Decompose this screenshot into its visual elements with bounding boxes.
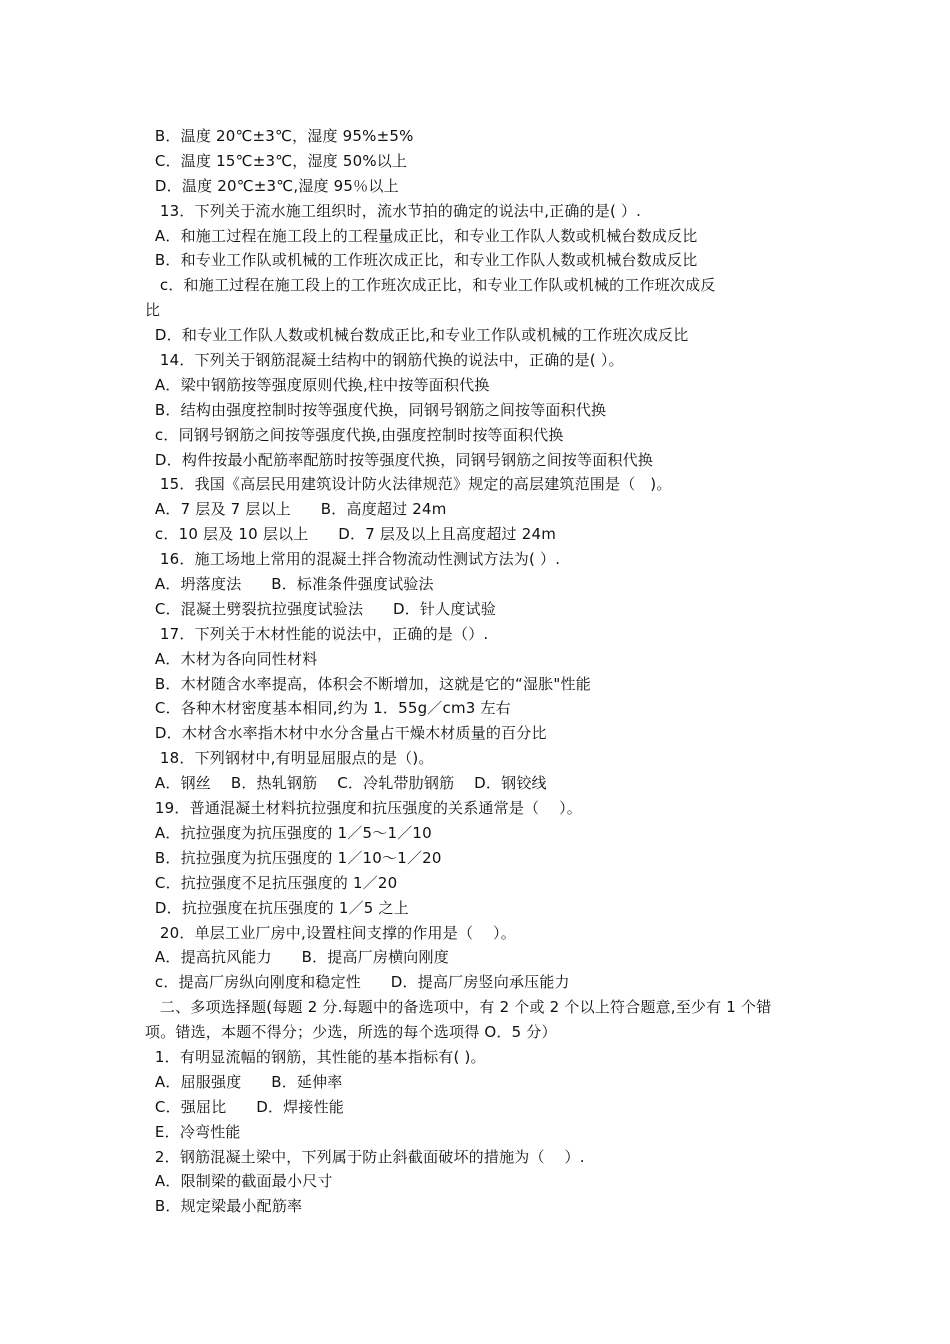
question-18: 18．下列钢材中,有明显屈服点的是（)。 — [145, 749, 434, 768]
text-line: B．抗拉强度为抗压强度的 1／10～1／20 — [145, 848, 442, 867]
text-line: C．强屈比 D．焊接性能 — [145, 1097, 344, 1116]
text-line: A．梁中钢筋按等强度原则代换,柱中按等面积代换 — [145, 375, 490, 394]
text-line: A．钢丝 B．热轧钢筋 C．冷轧带肋钢筋 D．钢铰线 — [145, 774, 547, 793]
text-line: C．温度 15℃±3℃，湿度 50%以上 — [145, 151, 408, 170]
text-line: E．冷弯性能 — [145, 1122, 241, 1141]
question-multi-1: 1．有明显流幅的钢筋，其性能的基本指标有( )。 — [145, 1047, 486, 1066]
text-line: A．坍落度法 B．标准条件强度试验法 — [145, 575, 434, 594]
text-line: 项。错选，本题不得分；少选，所选的每个选项得 O．5 分） — [145, 1023, 557, 1042]
text-line: A．木材为各向同性材料 — [145, 649, 318, 668]
text-line: C．各种木材密度基本相同,约为 1．55g／cm3 左右 — [145, 699, 511, 718]
question-multi-2: 2．钢筋混凝土梁中，下列属于防止斜截面破坏的措施为（ ）. — [145, 1147, 585, 1166]
text-line: D．木材含水率指木材中水分含量占干燥木材质量的百分比 — [145, 724, 547, 743]
text-line: c．10 层及 10 层以上 D．7 层及以上且高度超过 24m — [145, 525, 556, 544]
text-line: c．同钢号钢筋之间按等强度代换,由强度控制时按等面积代换 — [145, 425, 564, 444]
text-line: c．和施工过程在施工段上的工作班次成正比，和专业工作队或机械的工作班次成反 — [145, 276, 716, 295]
text-line: D．构件按最小配筋率配筋时按等强度代换，同钢号钢筋之间按等面积代换 — [145, 450, 654, 469]
question-20: 20．单层工业厂房中,设置柱间支撑的作用是（ ）。 — [145, 923, 516, 942]
text-line: A．7 层及 7 层以上 B．高度超过 24m — [145, 500, 447, 519]
question-13: 13．下列关于流水施工组织时，流水节拍的确定的说法中,正确的是( ）. — [145, 201, 642, 220]
text-line: B．木材随含水率提高，体积会不断增加，这就是它的“湿胀"性能 — [145, 674, 591, 693]
section-heading: 二、多项选择题(每题 2 分.每题中的备选项中，有 2 个或 2 个以上符合题意,至少有 1 个错 — [145, 998, 772, 1017]
text-line: c．提高厂房纵向刚度和稳定性 D．提高厂房竖向承压能力 — [145, 973, 570, 992]
text-line: C．混凝土劈裂抗拉强度试验法 D．针人度试验 — [145, 599, 496, 618]
question-17: 17．下列关于木材性能的说法中，正确的是（）. — [145, 624, 489, 643]
text-line: B．温度 20℃±3℃，湿度 95%±5% — [145, 127, 414, 145]
text-line: A．屈服强度 B．延伸率 — [145, 1072, 343, 1091]
text-line: D．和专业工作队人数或机械台数成正比,和专业工作队或机械的工作班次成反比 — [145, 326, 689, 345]
document-body — [145, 124, 815, 1219]
text-line: B．结构由强度控制时按等强度代换，同钢号钢筋之间按等面积代换 — [145, 400, 607, 419]
text-line: A．提高抗风能力 B．提高厂房横向刚度 — [145, 948, 449, 967]
text-line: D．抗拉强度在抗压强度的 1／5 之上 — [145, 898, 409, 917]
text-line: B．和专业工作队或机械的工作班次成正比，和专业工作队人数或机械台数成反比 — [145, 251, 698, 270]
text-line: A．和施工过程在施工段上的工程量成正比，和专业工作队人数或机械台数成反比 — [145, 226, 698, 245]
text-line: 比 — [145, 301, 161, 320]
text-line: B．规定梁最小配筋率 — [145, 1197, 303, 1216]
text-line: A．限制梁的截面最小尺寸 — [145, 1172, 333, 1191]
text-line: C．抗拉强度不足抗压强度的 1／20 — [145, 873, 398, 892]
question-15: 15．我国《高层民用建筑设计防火法律规范》规定的高层建筑范围是（ )。 — [145, 475, 672, 494]
text-line: D．温度 20℃±3℃,湿度 95％以上 — [145, 176, 399, 195]
text-line: A．抗拉强度为抗压强度的 1／5～1／10 — [145, 823, 432, 842]
question-16: 16．施工场地上常用的混凝土拌合物流动性测试方法为( ）. — [145, 550, 561, 569]
question-19: 19．普通混凝土材料抗拉强度和抗压强度的关系通常是（ ）。 — [145, 799, 582, 818]
question-14: 14．下列关于钢筋混凝土结构中的钢筋代换的说法中，正确的是( ）。 — [145, 351, 624, 370]
